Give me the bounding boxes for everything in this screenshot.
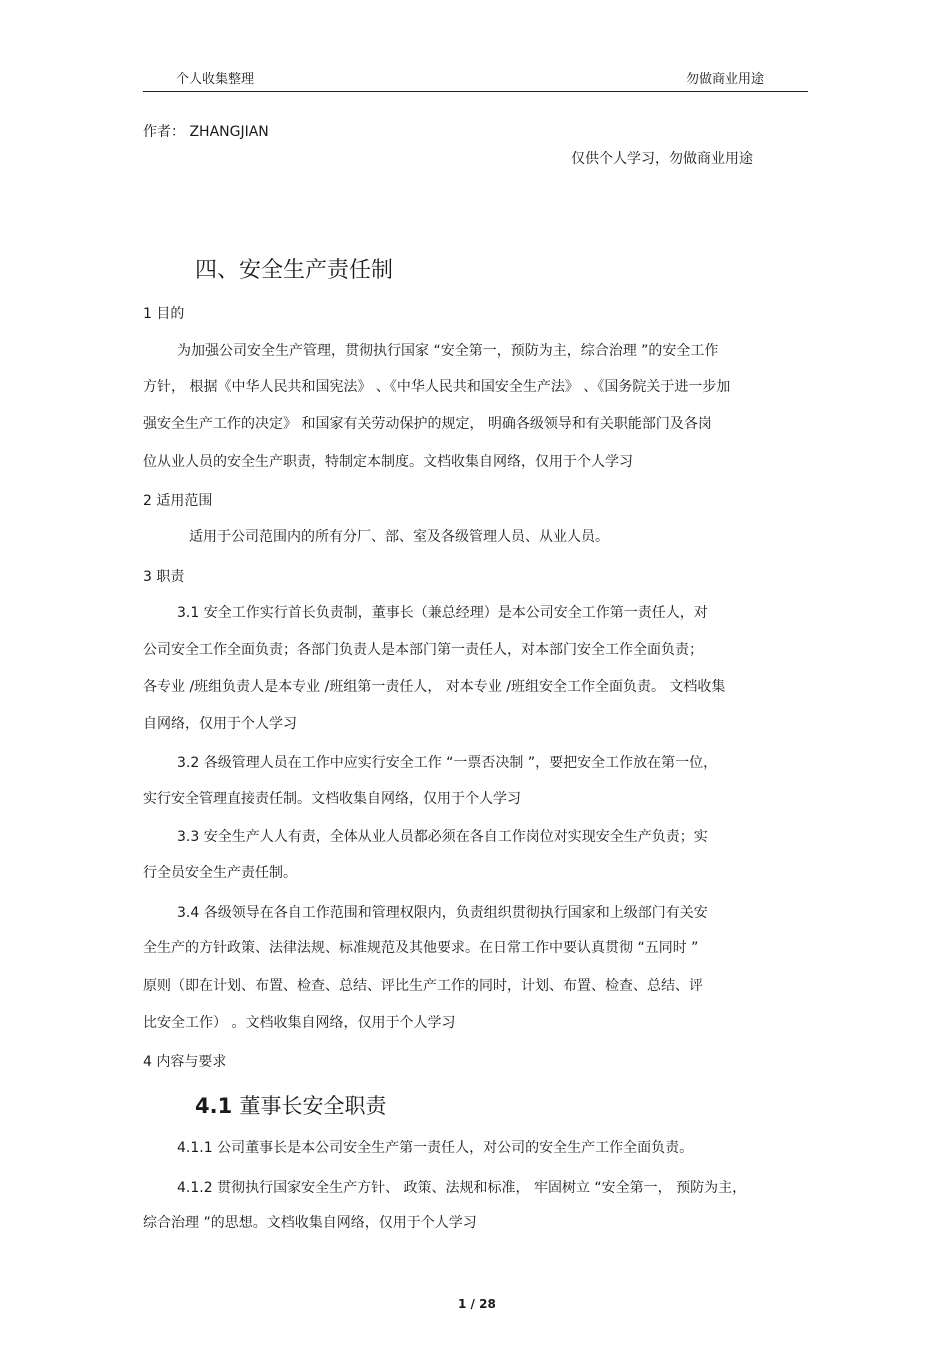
- paragraph-line: 原则（即在计划、布置、检查、总结、评比生产工作的同时，计划、布置、检查、总结、评: [143, 978, 703, 994]
- paragraph-line: 3.3 安全生产人人有责，全体从业人员都必须在各自工作岗位对实现安全生产负责；实: [177, 829, 708, 845]
- author-line: 作者： ZHANGJIAN: [143, 124, 269, 140]
- paragraph-line: 4.1.1 公司董事长是本公司安全生产第一责任人，对公司的安全生产工作全面负责。: [177, 1140, 694, 1156]
- page-title: 四、安全生产责任制: [195, 258, 394, 283]
- paragraph-line: 各专业 /班组负责人是本专业 /班组第一责任人， 对本专业 /班组安全工作全面负责。 文档收集: [143, 679, 726, 695]
- paragraph-line: 3.4 各级领导在各自工作范围和管理权限内，负责组织贯彻执行国家和上级部门有关安: [177, 905, 708, 921]
- paragraph-line: 为加强公司安全生产管理，贯彻执行国家 “安全第一，预防为主，综合治理 ”的安全工作: [177, 343, 719, 359]
- paragraph-line: 3.2 各级管理人员在工作中应实行安全工作 “一票否决制 ”，要把安全工作放在第一位，: [177, 755, 718, 771]
- header-divider: [143, 91, 808, 92]
- paragraph-line: 3.1 安全工作实行首长负责制，董事长（兼总经理）是本公司安全工作第一责任人，对: [177, 605, 708, 621]
- header-left-text: 个人收集整理: [176, 72, 255, 87]
- paragraph-line: 方针， 根据《中华人民共和国宪法》 、《中华人民共和国安全生产法》 、《国务院关于进一步加: [143, 379, 731, 395]
- paragraph-line: 行全员安全生产责任制。: [143, 865, 297, 881]
- paragraph-line: 公司安全工作全面负责；各部门负责人是本部门第一责任人，对本部门安全工作全面负责；: [143, 642, 703, 658]
- paragraph-line: 全生产的方针政策、法律法规、标准规范及其他要求。在日常工作中要认真贯彻 “五同时 ”: [143, 940, 699, 956]
- disclaimer-text: 仅供个人学习，勿做商业用途: [571, 151, 753, 167]
- section-heading-4: 4 内容与要求: [143, 1054, 227, 1070]
- section-heading-3: 3 职责: [143, 569, 185, 585]
- paragraph-line: 位从业人员的安全生产职责，特制定本制度。文档收集自网络，仅用于个人学习: [143, 454, 633, 470]
- header-right-text: 勿做商业用途: [686, 72, 765, 87]
- paragraph-line: 比安全工作） 。文档收集自网络，仅用于个人学习: [143, 1015, 456, 1031]
- section-heading-2: 2 适用范围: [143, 493, 213, 509]
- paragraph-line: 实行安全管理直接责任制。文档收集自网络，仅用于个人学习: [143, 791, 521, 807]
- section-heading-1: 1 目的: [143, 306, 185, 322]
- subsection-heading: [195, 1090, 387, 1120]
- paragraph-line: 自网络，仅用于个人学习: [143, 716, 297, 732]
- paragraph-line: 强安全生产工作的决定》 和国家有关劳动保护的规定， 明确各级领导和有关职能部门及各岗: [143, 416, 712, 432]
- paragraph-line: 综合治理 ”的思想。文档收集自网络，仅用于个人学习: [143, 1215, 477, 1231]
- page-number: 1 / 28: [458, 1297, 496, 1311]
- subsection-title: 董事长安全职责: [239, 1094, 387, 1118]
- paragraph-line: 适用于公司范围内的所有分厂、部、室及各级管理人员、从业人员。: [189, 529, 609, 545]
- subsection-number: 4.1: [195, 1094, 233, 1118]
- paragraph-line: 4.1.2 贯彻执行国家安全生产方针、 政策、法规和标准， 牢固树立 “安全第一， 预防为主，: [177, 1180, 747, 1196]
